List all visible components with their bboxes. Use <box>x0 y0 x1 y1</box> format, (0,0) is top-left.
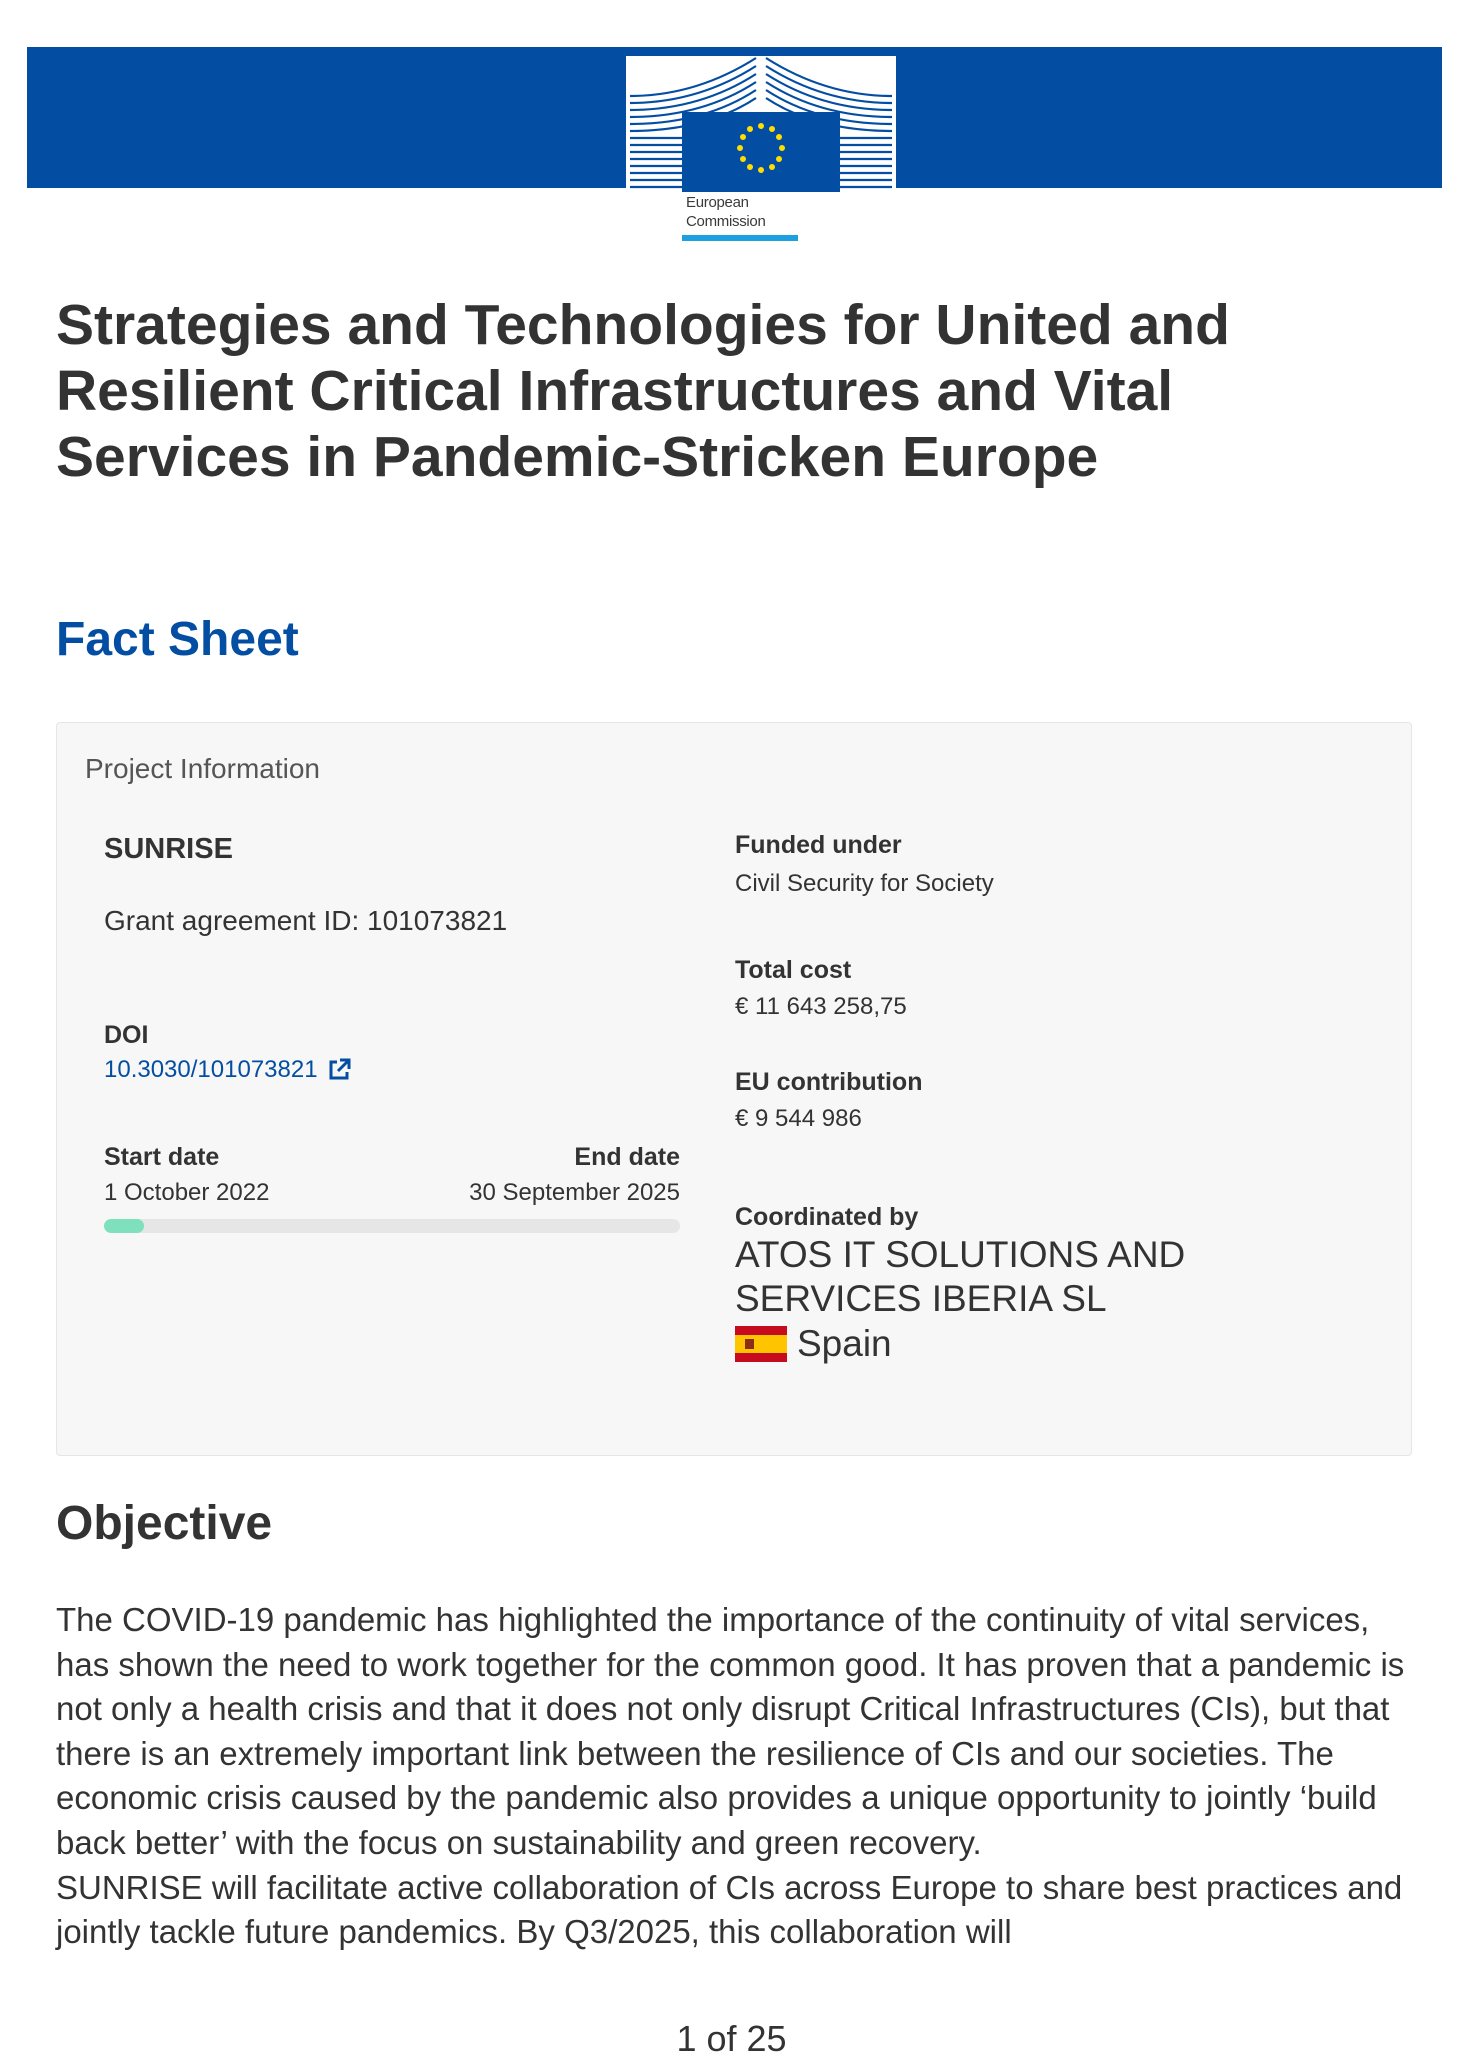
project-progress-bar <box>104 1219 680 1233</box>
document-title: Strategies and Technologies for United and Resilient Critical Infrastructures and Vital Services in Pandemic-Stricken Europe <box>56 293 1230 489</box>
project-progress-fill <box>104 1219 144 1233</box>
eu-contribution-value: € 9 544 986 <box>735 1105 862 1132</box>
doi-link[interactable] <box>104 1056 352 1084</box>
spain-flag-icon <box>735 1326 787 1362</box>
card-title: Project Information <box>85 753 320 784</box>
start-date-label: Start date <box>104 1143 220 1171</box>
eu-contribution-label: EU contribution <box>735 1068 923 1096</box>
funded-under-value: Civil Security for Society <box>735 870 994 897</box>
fact-sheet-heading: Fact Sheet <box>56 613 299 666</box>
total-cost-label: Total cost <box>735 956 852 984</box>
coordinator-name: ATOS IT SOLUTIONS AND SERVICES IBERIA SL <box>735 1234 1186 1319</box>
logo-underline <box>682 235 798 241</box>
doi-label: DOI <box>104 1021 149 1049</box>
project-information-card <box>56 722 1412 1456</box>
page-number: 1 of 25 <box>676 2018 787 2059</box>
logo-text-line1: European <box>686 194 749 211</box>
coordinator-country <box>735 1323 892 1365</box>
logo-text-line2: Commission <box>686 213 766 230</box>
grant-agreement-id: Grant agreement ID: 101073821 <box>104 905 508 936</box>
start-date-value: 1 October 2022 <box>104 1179 270 1206</box>
coordinator-country-name: Spain <box>797 1323 892 1364</box>
funded-under-label: Funded under <box>735 831 902 859</box>
doi-value[interactable]: 10.3030/101073821 <box>104 1056 318 1083</box>
objective-paragraph: SUNRISE will facilitate active collaboration of CIs across Europe to share best practices and jointly tackle future pandemics. By Q3/2025, this collaboration will <box>56 1868 1403 1951</box>
end-date-value: 30 September 2025 <box>469 1179 680 1206</box>
end-date-label: End date <box>574 1143 680 1171</box>
coordinated-by-label: Coordinated by <box>735 1203 919 1231</box>
objective-paragraph: The COVID-19 pandemic has highlighted the importance of the continuity of vital services, has shown the need to work together for the common good. It has proven that a pandemic is not only a health crisis and that it does not only disrupt Critical Infrastructures (CIs), but that there is an extremely important link between the resilience of CIs and our societies. The economic crisis caused by the pandemic also provides a unique opportunity to jointly ‘build back better’ with the focus on sustainability and green recovery. <box>56 1601 1405 1861</box>
objective-text <box>56 1598 1421 1955</box>
external-link-icon <box>326 1057 352 1083</box>
project-acronym: SUNRISE <box>104 833 233 865</box>
total-cost-value: € 11 643 258,75 <box>735 993 907 1020</box>
objective-heading: Objective <box>56 1497 273 1550</box>
logo-text <box>686 193 766 231</box>
